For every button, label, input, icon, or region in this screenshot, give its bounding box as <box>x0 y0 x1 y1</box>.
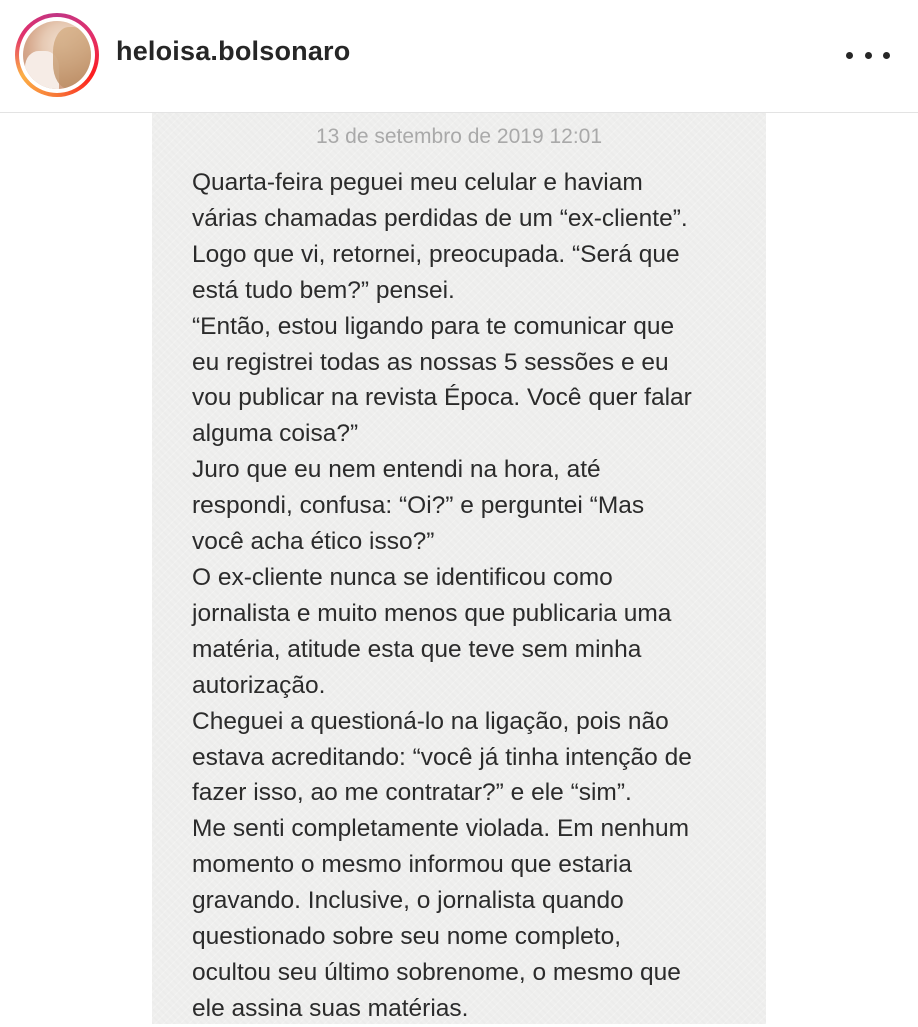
note-line: Cheguei a questioná-lo na ligação, pois não <box>192 707 669 735</box>
note-line: você acha ético isso?” <box>192 528 435 556</box>
username-link[interactable]: heloisa.bolsonaro <box>116 36 351 66</box>
note-line: questionado sobre seu nome completo, <box>192 923 622 951</box>
note-line: Juro que eu nem entendi na hora, até <box>192 456 601 484</box>
note-line: Me senti completamente violada. Em nenhum <box>192 815 690 843</box>
note-line: várias chamadas perdidas de um “ex-cliente”. <box>192 204 688 232</box>
note-line: fazer isso, ao me contratar?” e ele “sim”. <box>192 779 632 807</box>
note-screenshot <box>152 113 766 1024</box>
more-options-button[interactable] <box>846 40 890 70</box>
note-line: vou publicar na revista Época. Você quer falar <box>192 384 692 412</box>
note-line: matéria, atitude esta que teve sem minha <box>192 635 642 663</box>
note-line: ocultou seu último sobrenome, o mesmo que <box>192 958 681 986</box>
note-line: “Então, estou ligando para te comunicar que <box>192 312 675 340</box>
avatar[interactable] <box>23 21 91 89</box>
note-body <box>192 165 752 1027</box>
note-line: momento o mesmo informou que estaria <box>192 851 632 879</box>
note-line: está tudo bem?” pensei. <box>192 276 455 304</box>
note-line: estava acreditando: “você já tinha intenção de <box>192 743 692 771</box>
note-line: jornalista e muito menos que publicaria uma <box>192 599 672 627</box>
avatar-border <box>19 17 95 93</box>
note-line: eu registrei todas as nossas 5 sessões e eu <box>192 348 669 376</box>
note-line: respondi, confusa: “Oi?” e perguntei “Mas <box>192 492 645 520</box>
note-line: gravando. Inclusive, o jornalista quando <box>192 887 624 915</box>
more-icon <box>846 52 853 59</box>
note-date: 13 de setembro de 2019 12:01 <box>315 125 603 148</box>
avatar-detail <box>53 27 91 89</box>
note-line: O ex-cliente nunca se identificou como <box>192 563 613 591</box>
note-line: alguma coisa?” <box>192 420 359 448</box>
note-line: Quarta-feira peguei meu celular e haviam <box>192 169 643 196</box>
post-header <box>0 0 918 113</box>
note-line: autorização. <box>192 671 326 699</box>
note-line: ele assina suas matérias. <box>192 994 469 1022</box>
note-line: Logo que vi, retornei, preocupada. “Será que <box>192 240 680 268</box>
more-icon <box>883 52 890 59</box>
story-ring[interactable] <box>15 13 99 97</box>
more-icon <box>865 52 872 59</box>
